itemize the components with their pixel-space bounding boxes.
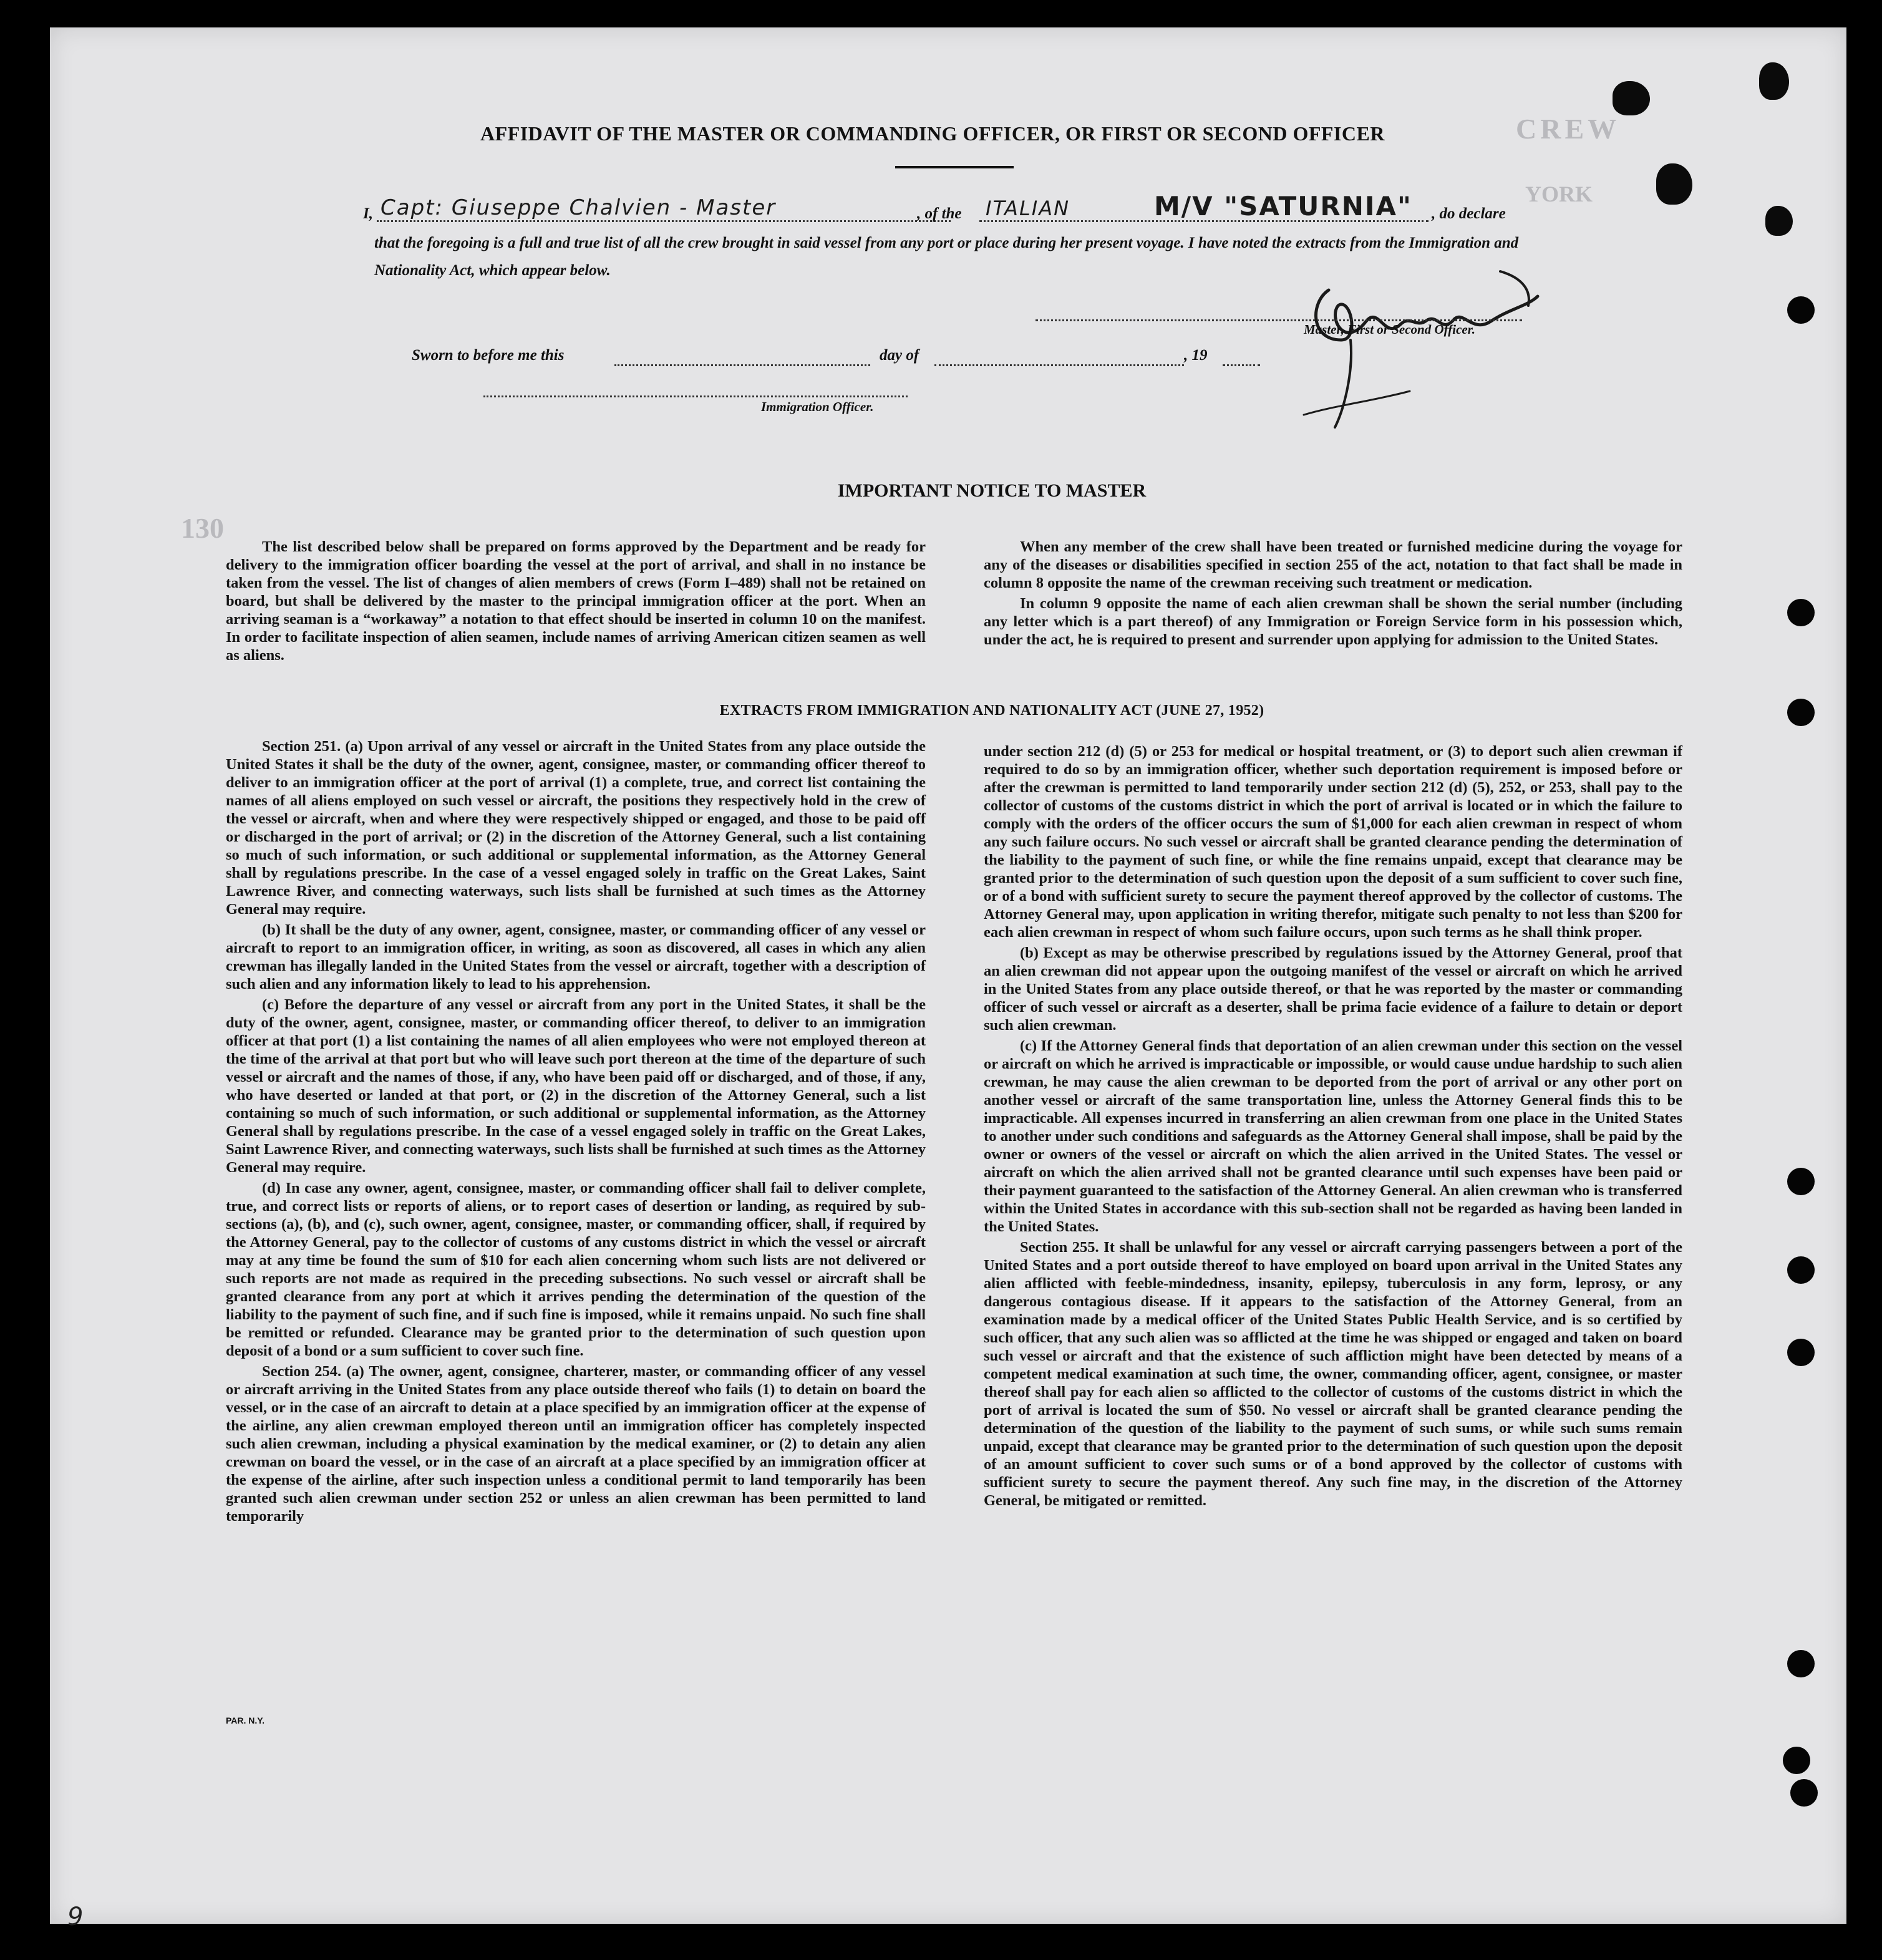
- notice-heading: IMPORTANT NOTICE TO MASTER: [837, 480, 1147, 501]
- section-251-c: (c) Before the departure of any vessel or aircraft from any port in the United States, it shall be the duty of the owner, agent, consignee, master, or commanding officer thereof, to deliver to an immigration officer at that port (1) a list containing the names of all alien employees who were not employed thereon at the time of the arrival at that port but who will leave such port thereon at the time of the departure of such vessel or aircraft and the names of those, if any, who have been paid off or discharged, and of those, if any, who have deserted or landed at that port, or (2) in the discretion of the Attorney General, such a list containing so much of such information, or such additional or supplemental information, as the Attorney General shall by regulations prescribe. In the case of a vessel engaged solely in traffic on the Great Lakes, Saint Lawrence River, and connecting waterways, such lists shall be furnished at such times as the Attorney General may require.: [226, 996, 926, 1176]
- page-mark: 9: [67, 1903, 84, 1931]
- master-signature: [1285, 246, 1547, 434]
- extracts-heading: EXTRACTS FROM IMMIGRATION AND NATIONALITY ACT (JUNE 27, 1952): [719, 702, 1264, 719]
- punch-hole: [1787, 699, 1815, 726]
- ink-blot: [1613, 81, 1650, 115]
- handwritten-vessel-name[interactable]: M/V "SATURNIA": [1154, 191, 1412, 221]
- punch-hole: [1787, 1339, 1815, 1366]
- section-254-c: (c) If the Attorney General finds that deportation of an alien crewman under this section on the vessel or aircraft on which he arrived is impracticable or impossible, or would cause undue hardship to such alien crewman, he may cause the alien crewman to be deported from the port of arrival or any other port on another vessel or aircraft of the same transportation line, unless the Attorney General finds this to be impracticable. All expenses incurred in transferring an alien crewman from one place in the United States to another under such conditions and safeguards as the Attorney General shall impose, shall be paid by the owner or owners of the vessel or aircraft on which the alien arrived in the United States. The vessel or aircraft on which the alien arrived shall not be granted clearance until such expenses have been paid or their payment guaranteed to the satisfaction of the Attorney General. An alien crewman who is transferred within the United States in accordance with this sub-section shall not be regarded as having been landed in the United States.: [984, 1037, 1682, 1235]
- sworn-label: Sworn to before me this: [412, 347, 565, 364]
- immigration-officer-caption: Immigration Officer.: [761, 399, 874, 414]
- ink-blot: [1759, 62, 1789, 100]
- extracts-right-column: [984, 742, 1682, 1510]
- immigration-officer-line: [483, 395, 908, 397]
- name-fill-line: [377, 220, 951, 222]
- section-254-a-continued: under section 212 (d) (5) or 253 for medical or hospital treatment, or (3) to deport such alien crewman if required to do so by an immigration officer, whether such deportation requirement is imposed before or after the crewman is permitted to land temporarily under section 212 (d) (5), 252, or 253, shall pay to the collector of customs of the customs district in which the port of arrival is located or in which the failure to comply with the orders of the officer occurs the sum of $1,000 for each alien crewman in respect of whom any such failure occurs. No such vessel or aircraft shall be granted clearance pending the determination of the liability to the payment of such fine, or while the fine remains unpaid, except that clearance may be granted prior to the determination of such question upon the deposit of a sum sufficient to cover such fine, or of a bond with sufficient surety to secure the payment thereof approved by the collector of customs. The Attorney General may, upon application in writing therefor, mitigate such penalty to not less than $200 for each alien crewman in respect of whom such failure occurs, upon such terms as he shall think proper.: [984, 743, 1682, 941]
- affidavit-title: AFFIDAVIT OF THE MASTER OR COMMANDING OFFICER, OR FIRST OR SECOND OFFICER: [480, 122, 1385, 145]
- punch-hole: [1787, 1256, 1815, 1284]
- section-251-a: Section 251. (a) Upon arrival of any vessel or aircraft in the United States from any place outside the United States it shall be the duty of the owner, agent, consignee, master, or commanding officer thereof to deliver to an immigration officer at the port of arrival (1) a complete, true, and correct list containing the names of all aliens employed on such vessel or aircraft, the positions they respectively hold in the crew of the vessel or aircraft, when and where they were respectively shipped or engaged, and those to be paid off or discharged in the port of arrival; or (2) in the discretion of the Attorney General, such a list containing so much of such information, or such additional or supplemental information, as the Attorney General shall by regulations prescribe. In the case of a vessel engaged solely in traffic on the Great Lakes, Saint Lawrence River, and connecting waterways, such lists shall be furnished at such times as the Attorney General may require.: [226, 738, 926, 918]
- ink-blot: [1656, 163, 1692, 205]
- handwritten-name[interactable]: Capt: Giuseppe Chalvien - Master: [381, 195, 777, 220]
- section-254-a: Section 254. (a) The owner, agent, consignee, charterer, master, or commanding officer of any vessel or aircraft arriving in the United States from any place outside thereof who fails (1) to detain on board the vessel, or in the case of an aircraft to detain at a place specified by an immigration officer at the expense of the airline, any alien crewman employed thereon until an immigration officer has completely inspected such alien crewman, including a physical examination by the medical examiner, or (2) to detain any alien crewman on board the vessel, or in the case of an aircraft at a place specified by an immigration officer at the expense of the airline, after such inspection unless a conditional permit to land temporarily has been granted such alien crewman under section 252 or unless an alien crewman has been permitted to land temporarily: [226, 1363, 926, 1525]
- handwritten-nationality[interactable]: ITALIAN: [986, 196, 1070, 220]
- section-254-b: (b) Except as may be otherwise prescribed by regulations issued by the Attorney General, proof that an alien crewman did not appear upon the outgoing manifest of the vessel or aircraft on which he arrived in the United States from any place outside thereof, or that he was reported by the master or commanding officer of such vessel or aircraft as a deserter, shall be prima facie evidence of a failure to detain or deport such alien crewman.: [984, 944, 1682, 1034]
- signature-caption: Master, First or Second Officer.: [1304, 322, 1475, 337]
- notice-paragraph: When any member of the crew shall have been treated or furnished medicine during the voyage for any of the diseases or disabilities specified in section 255 of the act, notation to that fact shall be made in column 8 opposite the name of the crewman receiving such treatment or medication.: [984, 538, 1682, 591]
- title-rule: [895, 166, 1014, 168]
- sworn-month-fill-line: [934, 364, 1184, 366]
- notice-paragraph: In column 9 opposite the name of each alien crewman shall be shown the serial number (including any letter which is a part thereof) of any Immigration or Foreign Service form in his possession which, under the act, he is required to present and surrender upon applying for admission to the United States.: [984, 595, 1682, 648]
- notice-paragraph: The list described below shall be prepared on forms approved by the Department and be ready for delivery to the immigration officer boarding the vessel at the port of arrival, and shall in no instance be taken from the vessel. The list of changes of alien members of crews (Form I–489) shall not be retained on board, but shall be delivered by the master to the principal immigration officer at the port. When an arriving seaman is a “workaway” a notation to that effect should be inserted in column 10 on the manifest. In order to facilitate inspection of alien seamen, include names of arriving American citizen seamen as well as aliens.: [226, 538, 926, 664]
- signature-line: [1036, 319, 1522, 321]
- section-255: Section 255. It shall be unlawful for any vessel or aircraft carrying passengers between a port of the United States and a port outside thereof to have employed on board upon arrival in the United States any alien afflicted with feeble-mindedness, insanity, epilepsy, tuberculosis in any form, leprosy, or any dangerous contagious disease. If it appears to the satisfaction of the Attorney General, from an examination made by a medical officer of the United States Public Health Service, and is so certified by such officer, that any such alien was so afflicted at the time he was shipped or engaged and taken on board such vessel or aircraft and that the existence of such affliction might have been detected by means of a competent medical examination at such time, the owner, commanding officer, agent, consignee, or master thereof shall pay for each alien so afflicted to the collector of customs of the customs district in which the port of arrival is located the sum of $50. No vessel or aircraft shall be granted clearance pending the determination of the question of the liability to the payment of such sums, or while such sums remain unpaid, except that clearance may be granted prior to the determination of such question upon the deposit of an amount sufficient to cover such sums or of a bond approved by the collector of customs with sufficient surety to secure the payment thereof. Any such fine may, in the discretion of the Attorney General, be mitigated or remitted.: [984, 1239, 1682, 1509]
- bleed-through-text: YORK: [1525, 182, 1593, 206]
- bleed-through-text: CREW: [1516, 113, 1621, 145]
- bleed-through-text: 130: [181, 512, 224, 544]
- notice-right-column: [984, 538, 1682, 649]
- printer-mark: PAR. N.Y.: [226, 1715, 264, 1725]
- day-of-label: day of: [880, 347, 919, 364]
- section-251-b: (b) It shall be the duty of any owner, agent, consignee, master, or commanding officer of any vessel or aircraft to report to an immigration officer, in writing, as soon as discovered, all cases in which any alien crewman has illegally landed in the United States from the vessel or aircraft, together with a description of such alien and any information likely to lead to his apprehension.: [226, 921, 926, 992]
- affidavit-declarant-line: [356, 190, 1541, 228]
- notice-left-column: [226, 538, 926, 664]
- extracts-left-column: [226, 737, 926, 1525]
- affidavit-prefix: I,: [363, 205, 373, 222]
- sworn-year-fill-line: [1223, 364, 1260, 366]
- year-label: , 19: [1184, 347, 1208, 364]
- do-declare-label: , do declare: [1432, 205, 1506, 222]
- punch-hole: [1790, 1779, 1818, 1807]
- section-251-d: (d) In case any owner, agent, consignee, master, or commanding officer shall fail to deliver complete, true, and correct lists or reports of aliens, or to report cases of desertion or landing, as required by sub-sections (a), (b), and (c), such owner, agent, consignee, master, or commanding officer, shall, if required by the Attorney General, pay to the collector of customs of any customs district in which the vessel or aircraft may at any time be found the sum of $10 for each alien concerning whom such lists are not delivered or such reports are not made as required in the preceding subsections. No such vessel or aircraft shall be granted clearance from any port at which it arrives pending the determination of the question of the liability to the payment of such fine, and if such fine is imposed, while it remains unpaid. No such fine shall be remitted or refunded. Clearance may be granted prior to the determination of such question upon deposit of a bond or a sum sufficient to cover such fine.: [226, 1180, 926, 1359]
- sworn-day-fill-line: [614, 364, 870, 366]
- punch-hole: [1787, 296, 1815, 324]
- punch-hole: [1787, 1650, 1815, 1677]
- punch-hole: [1787, 599, 1815, 626]
- of-the-label: , of the: [917, 205, 962, 222]
- punch-hole: [1787, 1168, 1815, 1195]
- sworn-line: [412, 342, 1285, 367]
- punch-hole: [1783, 1747, 1810, 1774]
- declaration-text: that the foregoing is a full and true list of all the crew brought in said vessel from any port or place during her present voyage. I have noted the extracts from the Immigration and Nationality Act, which appear below.: [374, 235, 1519, 279]
- ink-blot: [1765, 206, 1793, 236]
